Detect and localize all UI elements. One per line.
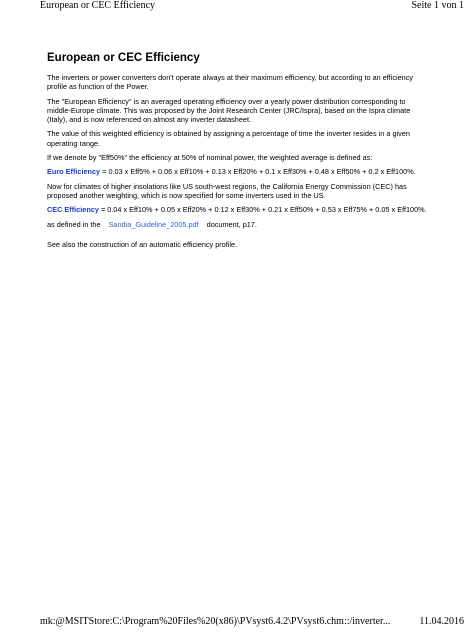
euro-efficiency-label: Euro Efficiency <box>47 167 101 177</box>
defined-suffix: document, p17. <box>206 219 257 229</box>
cec-efficiency-formula <box>47 205 427 214</box>
document-body <box>47 52 427 254</box>
see-also-line: See also the construction of an automatic efficiency profile. <box>47 239 238 249</box>
european-efficiency-paragraph: The "European Efficiency" is an averaged operating efficiency over a yearly power distribution corresponding to middle-Europe climate. This was proposed by the Joint Research Center (JRC/Ispra), based on the Ispra climate (Italy), and is now referenced on almost any inverter datasheet. <box>47 96 411 125</box>
footer-path: mk:@MSITStore:C:\Program%20Files%20(x86)\PVsyst6.4.2\PVsyst6.chm::/inverter... <box>40 616 391 627</box>
defined-in-line <box>47 220 427 229</box>
sandia-guideline-link[interactable]: Sandia_Guideline_2005.pdf <box>108 219 199 229</box>
weighted-value-paragraph: The value of this weighted efficiency is obtained by assigning a percentage of time the inverter resides in a given operating range. <box>47 129 410 148</box>
header-page-number: Seite 1 von 1 <box>411 0 464 11</box>
intro-paragraph: The inverters or power converters don't operate always at their maximum efficiency, but according to an efficiency profile as function of the Power. <box>47 73 414 92</box>
cec-efficiency-label: CEC Efficiency <box>47 205 99 215</box>
header-title: European or CEC Efficiency <box>40 0 156 11</box>
definition-paragraph: If we denote by "Eff50%" the efficiency at 50% of nominal power, the weighted average is defined as: <box>47 153 373 163</box>
page-title: European or CEC Efficiency <box>47 52 200 64</box>
print-header <box>0 0 474 14</box>
footer-date: 11.04.2016 <box>419 616 464 627</box>
defined-prefix: as defined in the <box>47 219 101 229</box>
euro-efficiency-expression: = 0.03 x Eff5% + 0.06 x Eff10% + 0.13 x Eff20% + 0.1 x Eff30% + 0.48 x Eff50% + 0.2 x Eff100%. <box>102 167 416 177</box>
euro-efficiency-formula <box>47 167 427 176</box>
cec-paragraph: Now for climates of higher insolations like US south-west regions, the California Energy Commission (CEC) has proposed another weighting, which is now specified for some inverters used in the US. <box>47 181 407 200</box>
cec-efficiency-expression: = 0.04 x Eff10% + 0.05 x Eff20% + 0.12 x Eff30% + 0.21 x Eff50% + 0.53 x Eff75% + 0.05 x Eff100%. <box>100 205 427 215</box>
print-footer <box>0 616 474 630</box>
